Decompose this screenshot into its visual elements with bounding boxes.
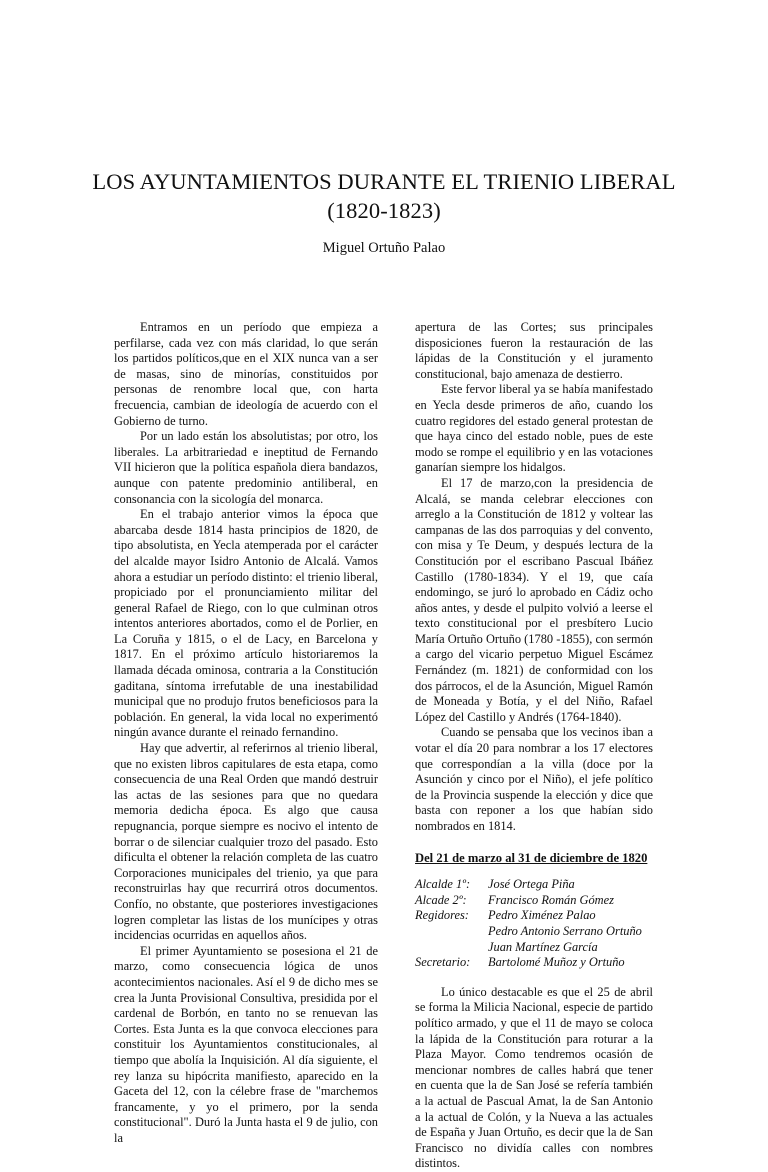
roster-row	[415, 955, 653, 971]
paragraph: Este fervor liberal ya se había manifestado en Yecla desde primeros de año, cuando los cuatro regidores del estado general protestan de que haya cinco del estado noble, pues de este modo se rompe el equilibrio y en las votaciones ganarían siempre los hidalgos.	[415, 382, 653, 475]
right-column	[415, 320, 653, 1172]
article-title-line-1: LOS AYUNTAMIENTOS DURANTE EL TRIENIO LIBERAL	[92, 169, 676, 194]
paragraph: Por un lado están los absolutistas; por otro, los liberales. La arbitrariedad e ineptitud de Fernando VII hicieron que la política española diera bandazos, aunque con patente predominio antiliberal, en consonancia con la sicología del monarca.	[114, 429, 378, 506]
roster-name: Pedro Antonio Serrano Ortuño	[488, 923, 642, 938]
article-author: Miguel Ortuño Palao	[322, 240, 446, 256]
roster-role: Alcade 2º:	[415, 892, 467, 907]
roster-row	[415, 908, 653, 955]
roster-row	[415, 893, 653, 909]
roster-name: Francisco Román Gómez	[488, 892, 614, 907]
paragraph: Entramos en un período que empieza a perfilarse, cada vez con más claridad, lo que serán los partidos políticos,que en el XIX nunca van a ser de masas, sino de minorías, constituidos por personas de renombre local que, con harta frecuencia, cambian de ideología de acuerdo con el Gobierno de turno.	[114, 320, 378, 428]
article-title	[0, 167, 768, 225]
roster-name: Pedro Ximénez Palao	[488, 908, 596, 923]
paragraph: En el trabajo anterior vimos la época que abarcaba desde 1814 hasta principios de 1820, de tipo absolutista, en Yecla atemperada por el carácter del alcalde mayor Isidro Antonio de Alcalá. Vamos ahora a estudiar un período distinto: el trienio liberal, propiciado por el pronunciamiento militar del general Rafael de Riego, con lo que culminan otros intentos anteriores abortados, como el de Porlier, en La Coruña y 1815, o el de Lacy, en Barcelona y 1817. En el próximo artículo historiaremos la llamada década ominosa, contraria a la Constitución gaditana, síntoma irrefutable de una inestabilidad municipal que no produjo frutos beneficiosos para la población. En general, la vida local no experimentó ningún avance durante el reinado fernandino.	[114, 507, 378, 740]
article-title-line-2: (1820-1823)	[327, 198, 441, 223]
roster-name: Bartolomé Muñoz y Ortuño	[488, 955, 625, 970]
roster-name: Juan Martínez García	[488, 939, 598, 954]
roster-role: Alcalde 1º:	[415, 877, 471, 892]
council-roster	[415, 877, 653, 971]
paragraph: Hay que advertir, al referirnos al trienio liberal, que no existen libros capitulares de esta etapa, como consecuencia de una Real Orden que mandó destruir las actas de las sesiones para que no quedara memoria dedicha época. Es algo que causa repugnancia, porque siempre es nocivo el intento de borrar o de silenciar cualquier trozo del pasado. Esto dificulta el obtener la relación completa de las cuatro Corporaciones municipales del trienio, ya que para reconstruirlas hay que recurrirá otros documentos. Confío, no obstante, que posteriores investigaciones logren completar las listas de los munícipes y otras incidencias ocurridas en aquellos años.	[114, 741, 378, 943]
left-column	[114, 320, 378, 1146]
roster-row	[415, 877, 653, 893]
roster-role: Regidores:	[415, 908, 469, 923]
paragraph: El primer Ayuntamiento se posesiona el 21 de marzo, como consecuencia lógica de unos acontecimientos nacionales. Así el 9 de dicho mes se crea la Junta Provisional Consultiva, presidida por el cardenal de Borbón, en tanto no se renuevan las Cortes. Esta Junta es la que convoca elecciones para constituir los Ayuntamientos constitucionales, al tiempo que abolía la Inquisición. Al día siguiente, el rey lanza su hipócrita manifiesto, aparecido en la Gaceta del 12, con la célebre frase de "marchemos francamente, y yo el primero, por la senda constitucional". Duró la Junta hasta el 9 de julio, con la	[114, 943, 378, 1145]
section-heading: Del 21 de marzo al 31 de diciembre de 1820	[415, 850, 648, 865]
paragraph: Cuando se pensaba que los vecinos iban a votar el día 20 para nombrar a los 17 electores que correspondían a la villa (doce por la Asunción y cinco por el Niño), el jefe político de la Provincia suspende la elección y dice que basta con reponer a los que habían sido nombrados en 1814.	[415, 725, 653, 833]
roster-role: Secretario:	[415, 955, 471, 970]
paragraph: El 17 de marzo,con la presidencia de Alcalá, se manda celebrar elecciones con arreglo a la Constitución de 1812 y voltear las campanas de las dos parroquias y del convento, con misa y Te Deum, y después lectura de la Constitución por el escribano Pascual Ibáñez Castillo (1780-1834). Y el 19, que caía endomingo, se juró lo aprobado en Cádiz ocho años antes, y desde el pulpito volvió a leerse el texto constitucional por el presbítero Lucio María Ortuño Ortuño (1780 -1855), con sermón a cargo del vicario perpetuo Miguel Escámez Fernández (m. 1821) de conformidad con los dos párrocos, el de la Asunción, Miguel Ramón de Moneada y Botía, y el del Niño, Rafael López del Castillo y Andrés (1764-1840).	[415, 475, 653, 724]
roster-name: José Ortega Piña	[488, 877, 575, 892]
paragraph-continuation: apertura de las Cortes; sus principales disposiciones fueron la restauración de las lápidas de la Constitución y el juramento constitucional, bajo amenaza de destierro.	[415, 320, 653, 381]
paragraph: Lo único destacable es que el 25 de abril se forma la Milicia Nacional, especie de partido político armado, y que el 11 de mayo se coloca la lápida de la Constitución para roturar a la Plaza Mayor. Como tendremos ocasión de mencionar nombres de calles habrá que tener en cuenta que la de San José se refería también a la actual de Pascual Amat, la de San Antonio a la actual de Colón, y la Nueva a las actuales de España y Juan Ortuño, es decir que la de San Francisco no dividía calles con nombres distintos.	[415, 984, 653, 1171]
